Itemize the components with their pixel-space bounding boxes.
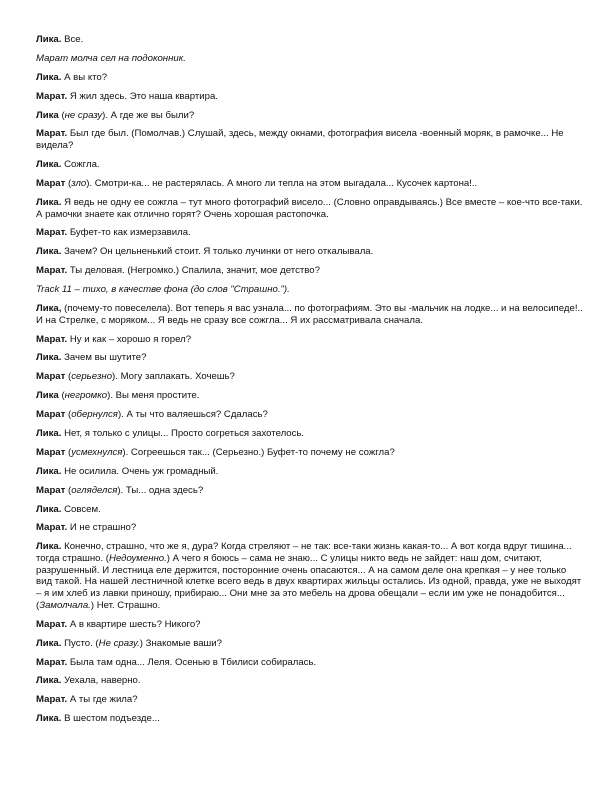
line-text: Зачем вы шутите?	[61, 352, 147, 364]
line-text: ) А чего я боюсь – сама не знаю... С улицы никто ведь не зайдет: наш дом, считают, разрушенный. И лестница еле держится, посторонние очень опасаются... А на самом деле она крепкая – у нее только вид такой. На нашей лестничной клетке всего ведь в двух квартирах жильцы остались. Из одной, правда, уже не выходят – я им хлеб из лавки приношу, прибираю... Они мне за это мебель на дрова обещали – если им уже не понадобится... (	[36, 553, 582, 611]
dialogue-line	[36, 485, 584, 497]
dialogue-line	[36, 675, 584, 687]
speaker-name: Лика.	[36, 159, 62, 171]
dialogue-line	[36, 227, 584, 239]
dialogue-line	[36, 428, 584, 440]
dialogue-line	[36, 128, 584, 151]
line-text: (	[58, 390, 65, 402]
line-text: В шестом подъезде...	[61, 713, 160, 725]
dialogue-line	[36, 541, 584, 611]
speaker-name: Лика.	[36, 34, 62, 45]
speaker-name: Лика.	[36, 428, 62, 440]
line-text: ) Знакомые ваши?	[139, 637, 222, 649]
line-text: Я ведь не одну ее сожгла – тут много фотографий висело... (Словно оправдываясь.) Все вместе – кое-что все-таки. А рамочки знаете как отлично горят? Очень хорошая растопочка.	[36, 196, 583, 220]
line-text: Сожгла.	[61, 159, 100, 171]
line-text: А ты где жила?	[67, 694, 138, 706]
speaker-name: Марат.	[36, 90, 68, 102]
speaker-name: Марат.	[36, 227, 68, 239]
line-text: ). Вы меня простите.	[107, 390, 200, 402]
dialogue-line	[36, 91, 584, 103]
line-text: Буфет-то как измерзавила.	[67, 227, 191, 239]
dialogue-line	[36, 409, 584, 421]
dialogue-line	[36, 72, 584, 84]
line-text: Пусто. (	[61, 637, 99, 649]
line-text: Был где был. (Помолчав.) Слушай, здесь, между окнами, фотография висела -военный моряк, в рамочке... Не видела?	[36, 128, 564, 152]
speaker-name: Лика.	[36, 503, 62, 515]
dialogue-line	[36, 34, 584, 46]
line-text: ) Нет. Страшно.	[90, 599, 161, 611]
line-text: ). А где же вы были?	[102, 109, 195, 121]
speaker-name: Марат.	[36, 694, 68, 706]
speaker-name: Марат	[36, 409, 66, 421]
speaker-name: Марат.	[36, 333, 68, 345]
line-text: (	[65, 484, 72, 496]
dialogue-line	[36, 197, 584, 220]
line-text: Ну и как – хорошо я горел?	[67, 333, 192, 345]
line-text: ). Смотри-ка... не растерялась. А много ли тепла на этом выгадала... Кусочек картона!..	[86, 177, 478, 189]
stage-direction	[36, 53, 584, 65]
line-text: Уехала, наверно.	[61, 675, 141, 687]
line-text: (	[65, 446, 72, 458]
speaker-name: Лика.	[36, 541, 62, 553]
speaker-name: Марат.	[36, 656, 68, 668]
speaker-name: Марат.	[36, 265, 68, 277]
stage-note: Не сразу.	[98, 637, 140, 649]
speaker-name: Лика	[36, 390, 59, 402]
speaker-name: Лика.	[36, 675, 62, 687]
speaker-name: Лика.	[36, 465, 62, 477]
speaker-name: Марат	[36, 446, 66, 458]
stage-direction	[36, 284, 584, 296]
dialogue-line	[36, 694, 584, 706]
line-text: Конечно, страшно, что же я, дура? Когда стреляют – не так: все-таки жизнь какая-то... А вот когда вдруг тишина... тогда страшно. (	[36, 541, 572, 565]
line-text: (	[65, 409, 72, 421]
speaker-name: Лика	[36, 109, 59, 121]
line-text: Не осилила. Очень уж громадный.	[61, 465, 219, 477]
line-text: А вы кто?	[61, 71, 108, 83]
line-text: Была там одна... Леля. Осенью в Тбилиси собиралась.	[67, 656, 317, 668]
stage-note: серьезно	[71, 371, 113, 383]
dialogue-line	[36, 504, 584, 516]
line-text: (	[58, 109, 65, 121]
dialogue-line	[36, 371, 584, 383]
speaker-name: Марат.	[36, 618, 68, 630]
line-text: (	[65, 371, 72, 383]
dialogue-line	[36, 657, 584, 669]
line-text: Все.	[61, 34, 84, 45]
stage-note: Track 11 – тихо, в качестве фона (до слов "Страшно.").	[36, 284, 290, 296]
speaker-name: Марат	[36, 484, 66, 496]
dialogue-line	[36, 246, 584, 258]
document-page	[36, 34, 584, 732]
speaker-name: Лика.	[36, 637, 62, 649]
line-text: (	[65, 177, 72, 189]
dialogue-line	[36, 619, 584, 631]
dialogue-line	[36, 159, 584, 171]
line-text: Нет, я только с улицы... Просто согреться захотелось.	[61, 428, 305, 440]
stage-note: огляделся	[71, 484, 118, 496]
speaker-name: Лика.	[36, 71, 62, 83]
speaker-name: Марат	[36, 177, 66, 189]
speaker-name: Лика.	[36, 246, 62, 258]
line-text: ). А ты что валяешься? Сдалась?	[117, 409, 268, 421]
stage-note: Замолчала.	[39, 599, 91, 611]
speaker-name: Марат	[36, 371, 66, 383]
stage-note: Недоуменно.	[109, 553, 167, 565]
stage-note: негромко	[64, 390, 108, 402]
line-text: Ты деловая. (Негромко.) Спалила, значит, мое детство?	[67, 265, 320, 277]
speaker-name: Марат.	[36, 522, 68, 534]
line-text: Совсем.	[61, 503, 101, 515]
line-text: ). Могу заплакать. Хочешь?	[112, 371, 235, 383]
stage-note: Марат молча сел на подоконник.	[36, 52, 186, 64]
dialogue-line	[36, 522, 584, 534]
speaker-name: Лика.	[36, 713, 62, 725]
dialogue-line	[36, 178, 584, 190]
dialogue-line	[36, 390, 584, 402]
line-text: (почему-то повеселела). Вот теперь я вас узнала... по фотографиям. Это вы -мальчик на лодке... и на велосипеде!.. И на Стрелке, с моряком... Я ведь не сразу все сожгла... Я их рассматривала сначала.	[36, 302, 583, 326]
stage-note: обернулся	[71, 409, 118, 421]
dialogue-line	[36, 110, 584, 122]
speaker-name: Лика.	[36, 352, 62, 364]
dialogue-line	[36, 638, 584, 650]
speaker-name: Марат.	[36, 128, 68, 140]
dialogue-line	[36, 447, 584, 459]
speaker-name: Лика.	[36, 196, 62, 208]
dialogue-line	[36, 265, 584, 277]
dialogue-line	[36, 303, 584, 326]
dialogue-line	[36, 352, 584, 364]
line-text: ). Ты... одна здесь?	[117, 484, 204, 496]
line-text: Я жил здесь. Это наша квартира.	[67, 90, 218, 102]
dialogue-line	[36, 334, 584, 346]
speaker-name: Лика,	[36, 302, 62, 314]
dialogue-line	[36, 466, 584, 478]
stage-note: не сразу	[64, 109, 103, 121]
line-text: А в квартире шесть? Никого?	[67, 618, 201, 630]
stage-note: усмехнулся	[71, 446, 123, 458]
line-text: И не страшно?	[67, 522, 137, 534]
stage-note: зло	[71, 177, 87, 189]
line-text: ). Согреешься так... (Серьезно.) Буфет-то почему не сожгла?	[122, 446, 395, 458]
line-text: Зачем? Он цельненький стоит. Я только лучинки от него откалывала.	[61, 246, 374, 258]
dialogue-line	[36, 713, 584, 725]
